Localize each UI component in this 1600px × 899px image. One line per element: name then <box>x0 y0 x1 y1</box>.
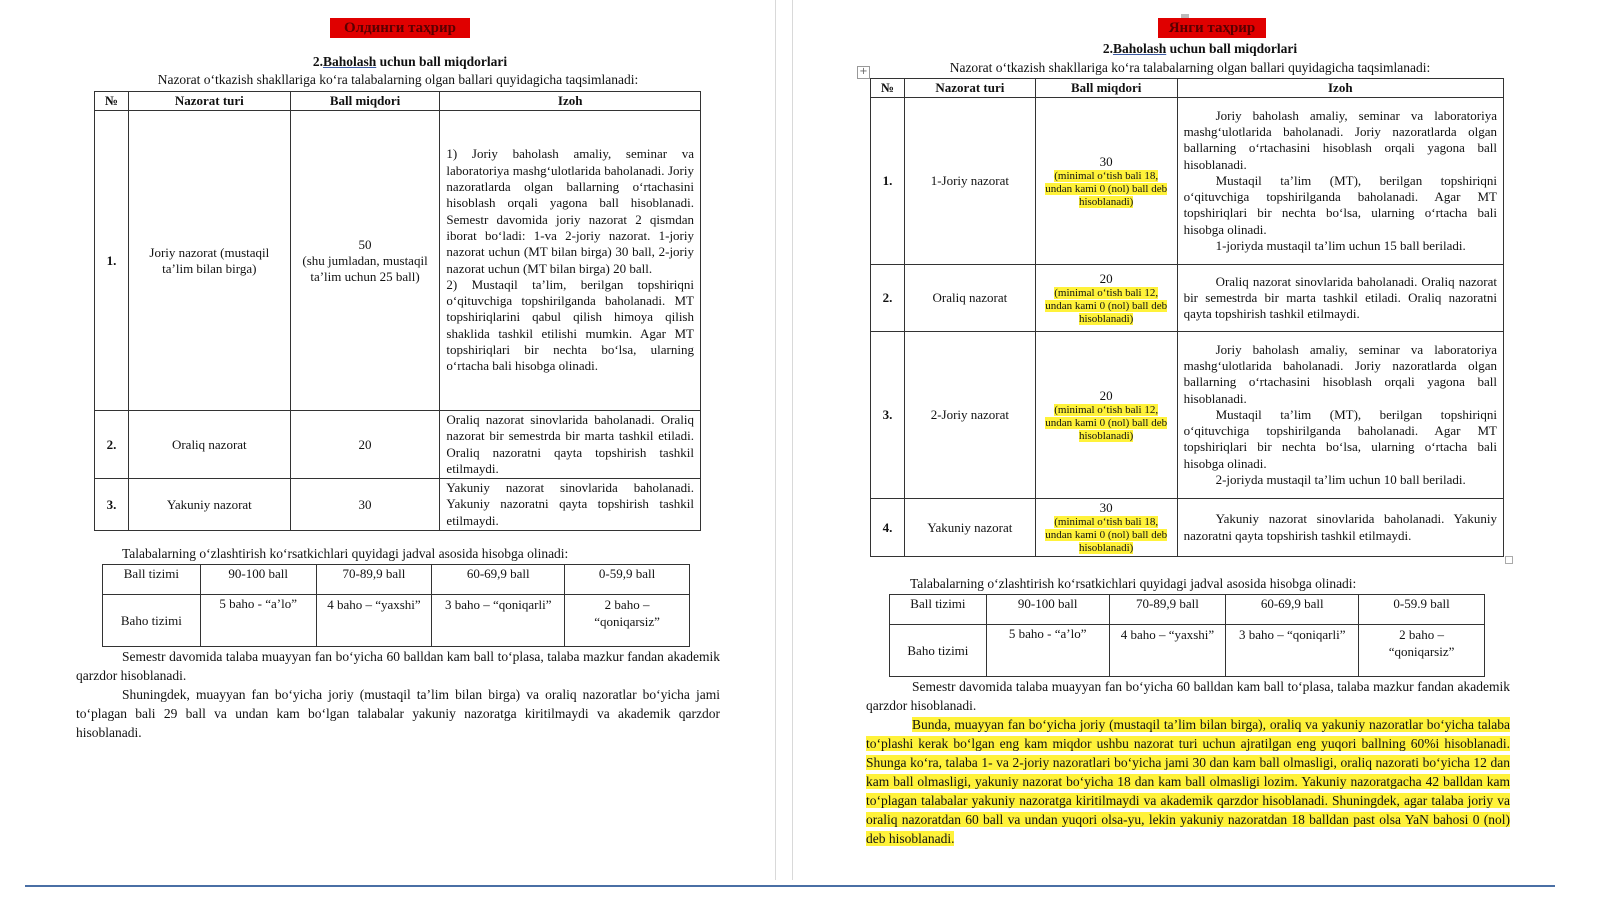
intro-text: Nazorat o‘tkazish shakllariga ko‘ra talabalarning olgan ballari quyidagicha taqsimlanadi: <box>949 60 1431 75</box>
row-number: 1. <box>871 98 905 265</box>
table-row <box>95 479 701 531</box>
table-row <box>871 332 1504 499</box>
col-header-type: Nazorat turi <box>904 79 1035 98</box>
right-page <box>800 0 1590 880</box>
col-header-number: № <box>871 79 905 98</box>
rating-row: Baho tizimi 5 baho - “a’lo” 4 baho – “yaxshi” 3 baho – “qoniqarli” 2 baho – “qoniqarsiz” <box>103 595 690 647</box>
table-row <box>871 98 1504 265</box>
section-title: 2.Baholash uchun ball miqdorlari <box>312 54 508 69</box>
rating-table <box>889 594 1485 677</box>
row-type: Joriy nazorat (mustaqil ta’lim bilan birga) <box>128 111 290 411</box>
row-note: Oraliq nazorat sinovlarida baholanadi. Oraliq nazorat bir semestrda bir marta tashkil etiladi. Oraliq nazoratni qayta topshirish tashkil etilmaydi. <box>440 411 701 479</box>
col-header-note: Izoh <box>440 92 701 111</box>
control-types-table <box>94 91 701 531</box>
highlighted-text: Bunda, muayyan fan bo‘yicha joriy (mustaqil ta’lim bilan birga), oraliq va yakuniy nazoratlar bo‘yicha talaba to‘plashi kerak bo‘lgan eng kam miqdor ushbu nazorat turi uchun ajratilgan eng yuqori ballning 60%i hisoblanadi. Shunga ko‘ra, talaba 1- va 2-joriy nazoratlari bo‘yicha jami 30 dan kam ball olmasligi, oraliq nazorati bo‘yicha 12 dan kam ball olmasligi, yakuniy nazorat bo‘yicha 18 dan kam ball olmasligi lozim. Yakuniy nazoratgacha 42 balldan kam to‘plagan talabalar yakuniy nazoratga kiritilmaydi va akademik qarzdor hisoblanadi. Shuningdek, agar talaba joriy va oraliq nazoratdan 60 ball va undan yuqori olsa-yu, lekin yakuniy nazoratdan 18 balldan past olsa YaN bahosi 0 (nol) deb hisoblanadi. <box>866 717 1510 846</box>
table-row <box>95 111 701 411</box>
table-row <box>871 499 1504 557</box>
row-score: 50 (shu jumladan, mustaqil ta’lim uchun 25 ball) <box>290 111 440 411</box>
note-item-1: 1) Joriy baholash amaliy, seminar va laboratoriya mashg‘ulotlarida baholanadi. Joriy nazoratlarda olgan ballarning o‘rtachasini hisoblash orqali yagona ball hisoblanadi. Semestr davomida joriy nazorat 2 qismdan iborat bo‘ladi: 1-va 2-joriy nazorat. 1-joriy nazorat uchun (MT bilan birga) 30 ball, 2-joriy nazorat uchun (MT bilan birga) 20 ball. <box>446 146 694 276</box>
table-move-handle-icon[interactable]: + <box>857 66 870 79</box>
row-number: 2. <box>871 265 905 332</box>
page-gutter-right <box>792 0 793 880</box>
rating-intro: Talabalarning o‘zlashtirish ko‘rsatkichlari quyidagi jadval asosida hisobga olinadi: <box>122 546 569 561</box>
rating-table <box>102 564 690 647</box>
paragraph-admission: Shuningdek, muayyan fan bo‘yicha joriy (mustaqil ta’lim bilan birga) va oraliq nazoratlar bo‘yicha jami to‘plagan bali 29 ball va undan kam bo‘lgan talabalar yakuniy nazoratga kiritilmaydi va akademik qarzdor hisoblanadi. <box>76 687 720 740</box>
row-score: 20 <box>290 411 440 479</box>
table-resize-handle-icon[interactable] <box>1505 556 1513 564</box>
paragraph-debt: Semestr davomida talaba muayyan fan bo‘yicha 60 balldan kam ball to‘plasa, talaba mazkur fandan akademik qarzdor hisoblanadi. <box>76 649 720 683</box>
row-type: Yakuniy nazorat <box>128 479 290 531</box>
rating-intro: Talabalarning o‘zlashtirish ko‘rsatkichlari quyidagi jadval asosida hisobga olinadi: <box>910 576 1357 591</box>
old-version-banner: Олдинги таҳрир <box>330 18 470 38</box>
min-pass-note: (minimal o‘tish bali 18, undan kami 0 (nol) ball deb hisoblanadi) <box>1045 169 1168 208</box>
row-type: Oraliq nazorat <box>128 411 290 479</box>
col-header-note: Izoh <box>1177 79 1503 98</box>
paragraph-minimum-scores <box>866 715 1510 848</box>
row-type: 1-Joriy nazorat <box>904 98 1035 265</box>
row-score: 20 (minimal o‘tish bali 12, undan kami 0 (nol) ball deb hisoblanadi) <box>1035 332 1177 499</box>
col-header-score: Ball miqdori <box>290 92 440 111</box>
left-page <box>0 0 790 880</box>
row-score: 30 (minimal o‘tish bali 18, undan kami 0 (nol) ball deb hisoblanadi) <box>1035 98 1177 265</box>
control-types-table <box>870 78 1504 557</box>
row-note: Yakuniy nazorat sinovlarida baholanadi. Yakuniy nazoratni qayta topshirish tashkil etilmaydi. <box>1177 499 1503 557</box>
table-row <box>871 265 1504 332</box>
row-number: 4. <box>871 499 905 557</box>
table-header-row <box>95 92 701 111</box>
row-number: 3. <box>95 479 129 531</box>
table-header-row <box>871 79 1504 98</box>
row-score: 20 (minimal o‘tish bali 12, undan kami 0 (nol) ball deb hisoblanadi) <box>1035 265 1177 332</box>
min-pass-note: (minimal o‘tish bali 12, undan kami 0 (nol) ball deb hisoblanadi) <box>1045 286 1168 325</box>
rating-row: Ball tizimi 90-100 ball 70-89,9 ball 60-69,9 ball 0-59.9 ball <box>890 595 1485 625</box>
note-item-2: 2) Mustaqil ta’lim, berilgan topshiriqni o‘qituvchiga topshirilganda baholanadi. MT topshiriqlarini qabul qilish himoya qilish shaklida tashkil etilishi mumkin. Agar MT topshiriqlari bir nechta bo‘lsa, ularning o‘rtacha bali hisobga olinadi. <box>446 276 694 374</box>
paragraph-debt: Semestr davomida talaba muayyan fan bo‘yicha 60 balldan kam ball to‘plasa, talaba mazkur fandan akademik qarzdor hisoblanadi. <box>866 679 1510 713</box>
section-title: 2.Baholash uchun ball miqdorlari <box>1102 41 1298 56</box>
row-note: Yakuniy nazorat sinovlarida baholanadi. Yakuniy nazoratni qayta topshirish tashkil etilmaydi. <box>440 479 701 531</box>
row-score: 30 <box>290 479 440 531</box>
row-score: 30 (minimal o‘tish bali 18, undan kami 0 (nol) ball deb hisoblanadi) <box>1035 499 1177 557</box>
intro-text: Nazorat o‘tkazish shakllariga ko‘ra talabalarning olgan ballari quyidagicha taqsimlanadi: <box>157 72 639 87</box>
row-number: 2. <box>95 411 129 479</box>
min-pass-note: (minimal o‘tish bali 18, undan kami 0 (nol) ball deb hisoblanadi) <box>1045 516 1168 554</box>
col-header-score: Ball miqdori <box>1035 79 1177 98</box>
table-row <box>95 411 701 479</box>
min-pass-note: (minimal o‘tish bali 12, undan kami 0 (nol) ball deb hisoblanadi) <box>1045 403 1168 442</box>
row-note: Oraliq nazorat sinovlarida baholanadi. Oraliq nazorat bir semestrda bir marta tashkil etiladi. Oraliq nazoratni qayta topshirish tashkil etilmaydi. <box>1177 265 1503 332</box>
row-note: Joriy baholash amaliy, seminar va laboratoriya mashg‘ulotlarida baholanadi. Joriy nazoratlarda olgan ballarning o‘rtachasini hisoblash orqali yagona ball hisoblanadi. Mustaqil ta’lim (MT), berilgan topshiriqni o‘qituvchiga topshirilganda baholanadi. Agar MT topshiriqlari bir nechta bo‘lsa, ularning o‘rtacha bali hisobga olinadi. 1-joriyda mustaqil ta’lim uchun 15 ball beriladi. <box>1177 98 1503 265</box>
rating-row: Ball tizimi 90-100 ball 70-89,9 ball 60-69,9 ball 0-59,9 ball <box>103 565 690 595</box>
bottom-divider <box>25 885 1555 887</box>
row-number: 3. <box>871 332 905 499</box>
col-header-number: № <box>95 92 129 111</box>
row-note <box>440 111 701 411</box>
row-type: Yakuniy nazorat <box>904 499 1035 557</box>
col-header-type: Nazorat turi <box>128 92 290 111</box>
row-number: 1. <box>95 111 129 411</box>
row-type: Oraliq nazorat <box>904 265 1035 332</box>
rating-row: Baho tizimi 5 baho - “a’lo” 4 baho – “yaxshi” 3 baho – “qoniqarli” 2 baho – “qoniqarsiz” <box>890 625 1485 677</box>
row-type: 2-Joriy nazorat <box>904 332 1035 499</box>
new-version-banner: Янги таҳрир <box>1158 18 1266 38</box>
row-note: Joriy baholash amaliy, seminar va laboratoriya mashg‘ulotlarida baholanadi. Joriy nazoratlarda olgan ballarning o‘rtachasini hisoblash orqali yagona ball hisoblanadi. Mustaqil ta’lim (MT), berilgan topshiriqni o‘qituvchiga topshirilganda baholanadi. Agar MT topshiriqlari bir nechta bo‘lsa, ularning o‘rtacha bali hisobga olinadi. 2-joriyda mustaqil ta’lim uchun 10 ball beriladi. <box>1177 332 1503 499</box>
